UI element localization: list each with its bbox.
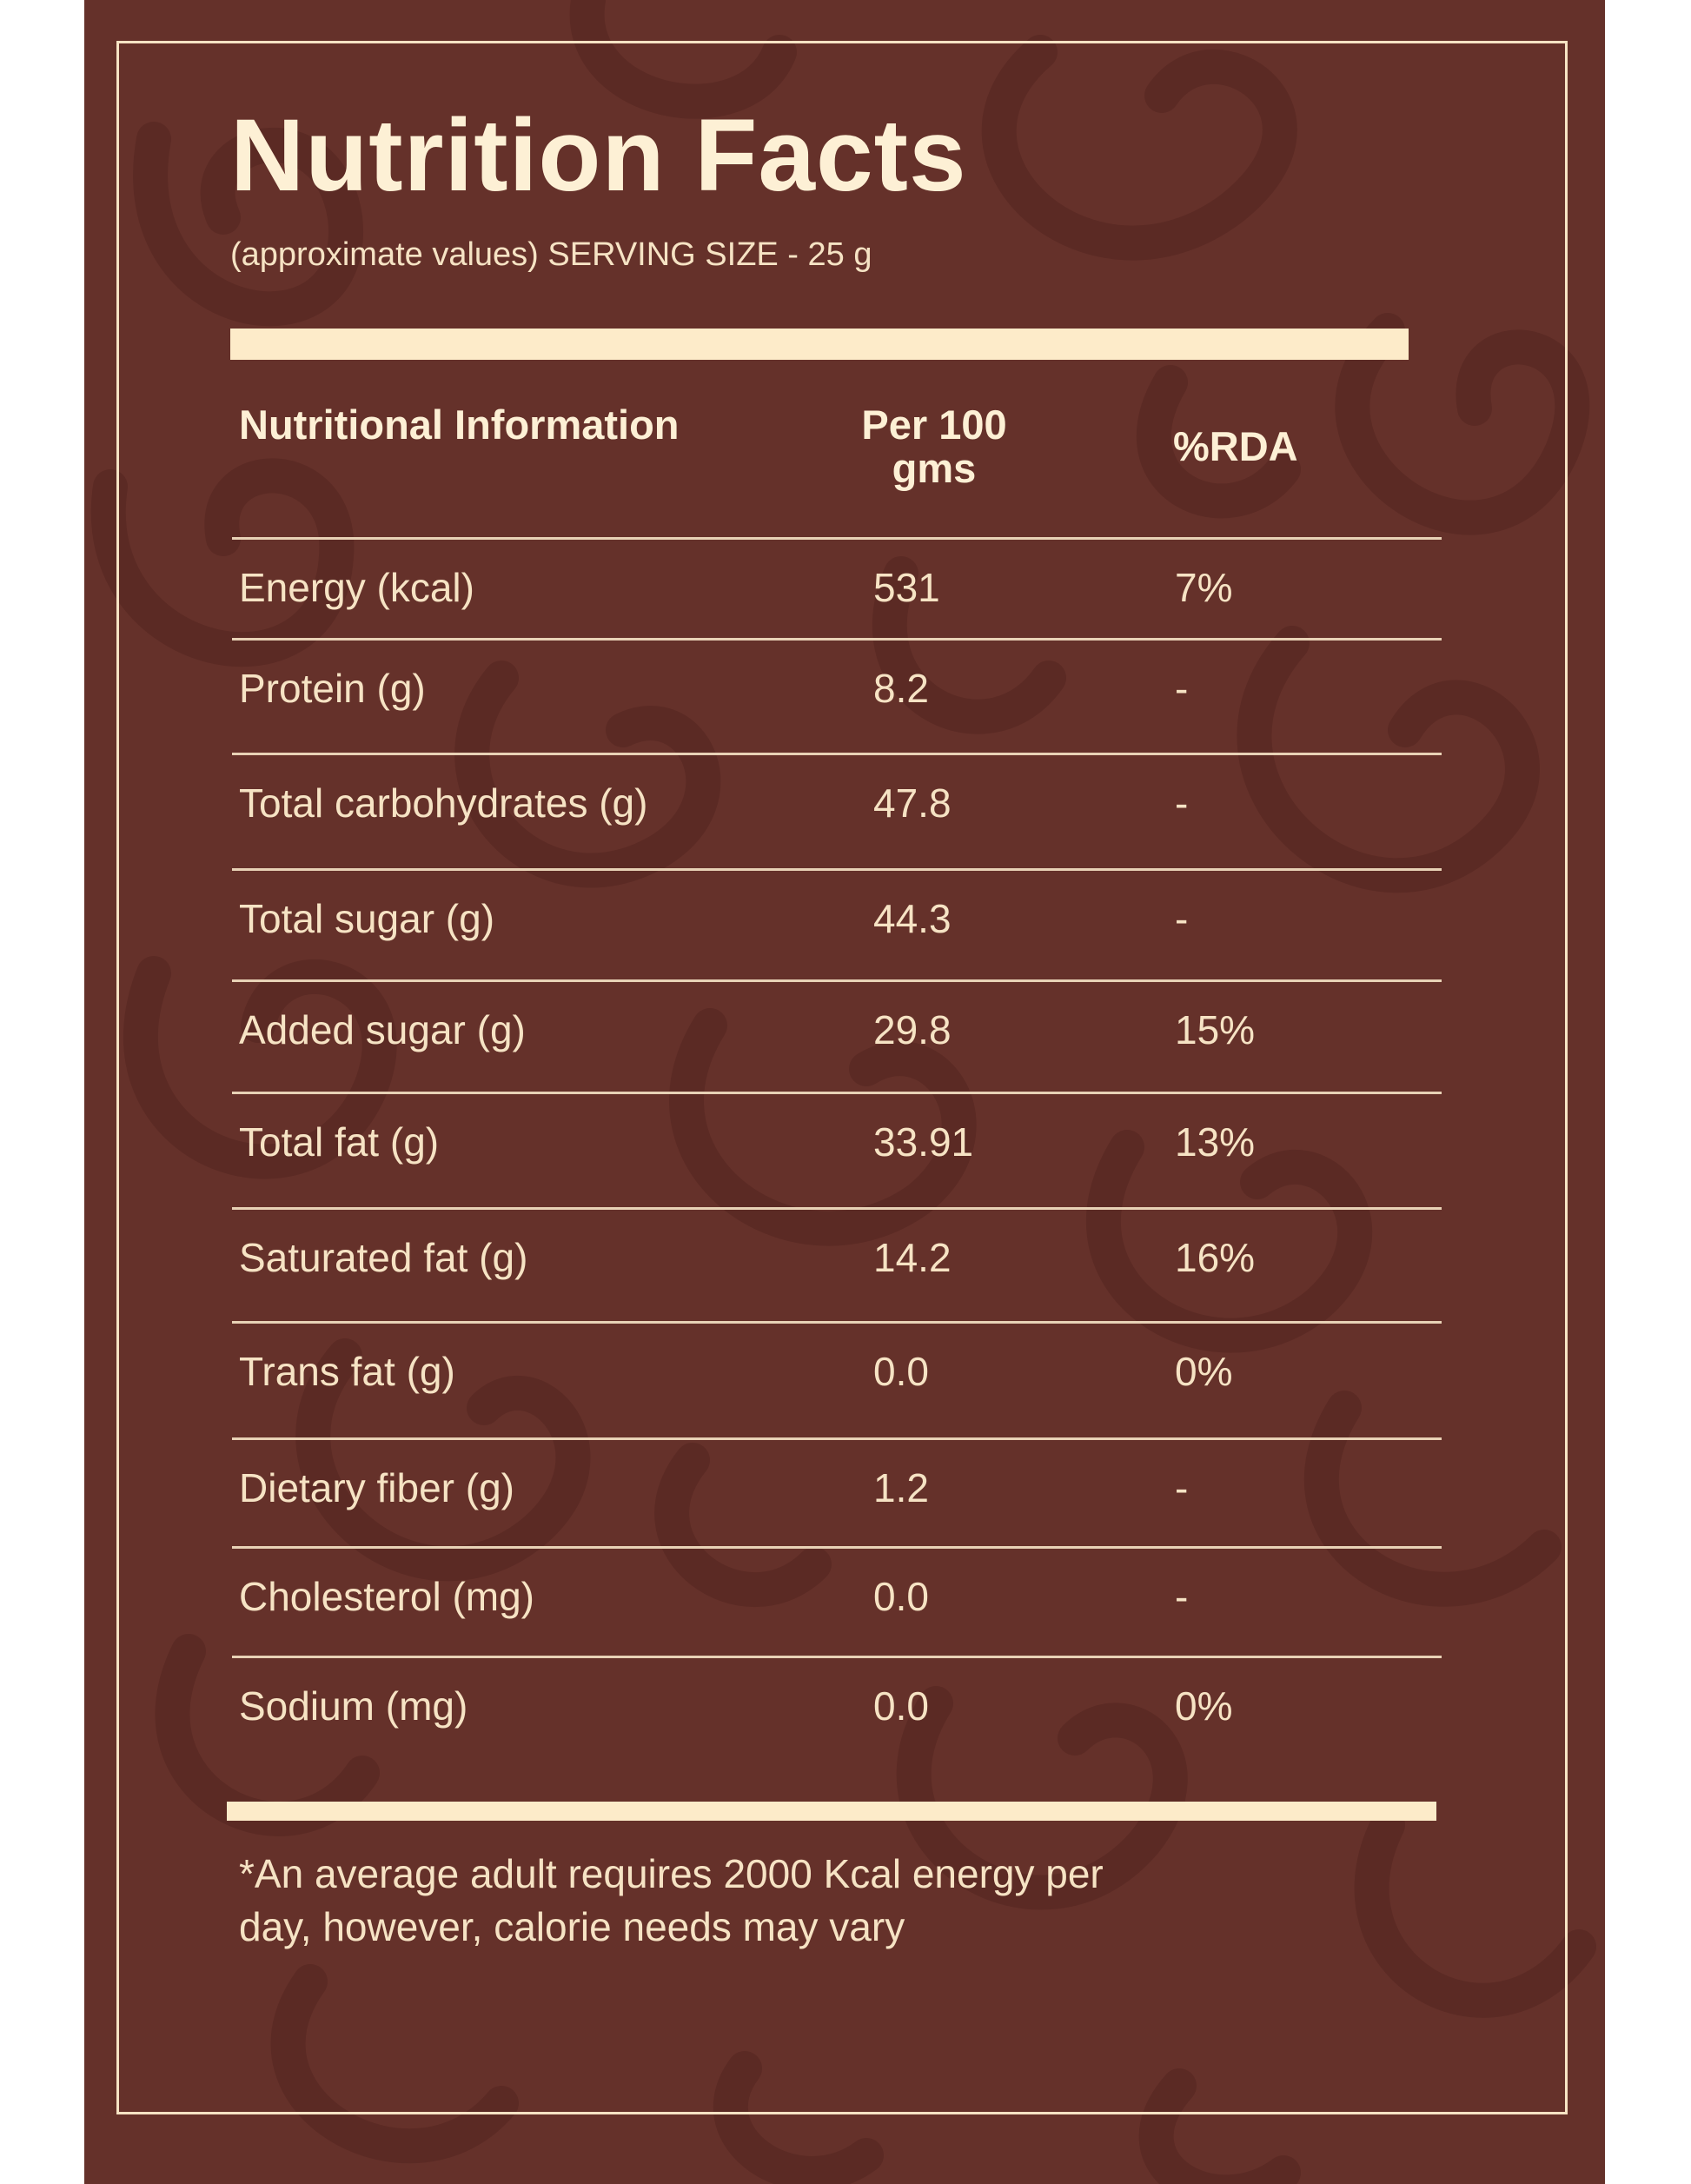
nutrient-per100: 29.8 xyxy=(873,1007,952,1052)
nutrient-per100: 47.8 xyxy=(873,780,952,826)
table-row xyxy=(232,537,1442,635)
nutrient-name: Cholesterol (mg) xyxy=(239,1574,534,1619)
nutrient-per100: 531 xyxy=(873,565,940,610)
nutrient-name: Energy (kcal) xyxy=(239,565,474,610)
nutrient-name: Added sugar (g) xyxy=(239,1007,526,1052)
nutrient-per100: 0.0 xyxy=(873,1574,929,1619)
nutrient-name: Saturated fat (g) xyxy=(239,1235,528,1280)
table-row xyxy=(232,1437,1442,1536)
table-row xyxy=(232,753,1442,851)
table-row xyxy=(232,1321,1442,1419)
page-title: Nutrition Facts xyxy=(230,98,967,213)
nutrition-label-panel xyxy=(84,0,1605,2184)
nutrient-name: Total sugar (g) xyxy=(239,896,495,941)
table-row xyxy=(232,1207,1442,1305)
serving-size-subtitle: (approximate values) SERVING SIZE - 25 g xyxy=(230,236,872,273)
nutrient-rda: - xyxy=(1175,666,1189,711)
table-row xyxy=(232,1546,1442,1644)
table-row xyxy=(232,1656,1442,1754)
table-header xyxy=(239,403,1542,499)
nutrient-rda: - xyxy=(1175,1465,1189,1510)
top-divider-bar xyxy=(230,329,1409,360)
nutrient-rda: 0% xyxy=(1175,1349,1233,1394)
nutrient-per100: 0.0 xyxy=(873,1349,929,1394)
nutrient-rda: 0% xyxy=(1175,1683,1233,1729)
nutrient-name: Total fat (g) xyxy=(239,1119,440,1165)
nutrient-rda: - xyxy=(1175,780,1189,826)
nutrient-rda: 13% xyxy=(1175,1119,1256,1165)
bottom-divider-bar xyxy=(227,1802,1436,1821)
nutrient-name: Dietary fiber (g) xyxy=(239,1465,514,1510)
nutrient-per100: 33.91 xyxy=(873,1119,974,1165)
header-nutritional-information: Nutritional Information xyxy=(239,402,680,448)
nutrient-name: Total carbohydrates (g) xyxy=(239,780,648,826)
nutrient-rda: 7% xyxy=(1175,565,1233,610)
nutrient-name: Protein (g) xyxy=(239,666,426,711)
nutrient-rda: 16% xyxy=(1175,1235,1256,1280)
nutrient-per100: 0.0 xyxy=(873,1683,929,1729)
nutrient-name: Trans fat (g) xyxy=(239,1349,455,1394)
nutrient-per100: 8.2 xyxy=(873,666,929,711)
nutrient-per100: 44.3 xyxy=(873,896,952,941)
nutrient-rda: - xyxy=(1175,1574,1189,1619)
table-row xyxy=(232,868,1442,966)
table-row xyxy=(232,638,1442,736)
energy-footnote: *An average adult requires 2000 Kcal energy per day, however, calorie needs may vary xyxy=(239,1851,1104,1949)
header-per-100-gms: Per 100 gms xyxy=(861,402,1007,491)
nutrient-rda: 15% xyxy=(1175,1007,1256,1052)
header-rda: %RDA xyxy=(1173,423,1298,469)
nutrient-per100: 14.2 xyxy=(873,1235,952,1280)
table-row xyxy=(232,1092,1442,1190)
nutrient-name: Sodium (mg) xyxy=(239,1683,468,1729)
nutrient-per100: 1.2 xyxy=(873,1465,929,1510)
nutrient-rda: - xyxy=(1175,896,1189,941)
table-row xyxy=(232,979,1442,1078)
